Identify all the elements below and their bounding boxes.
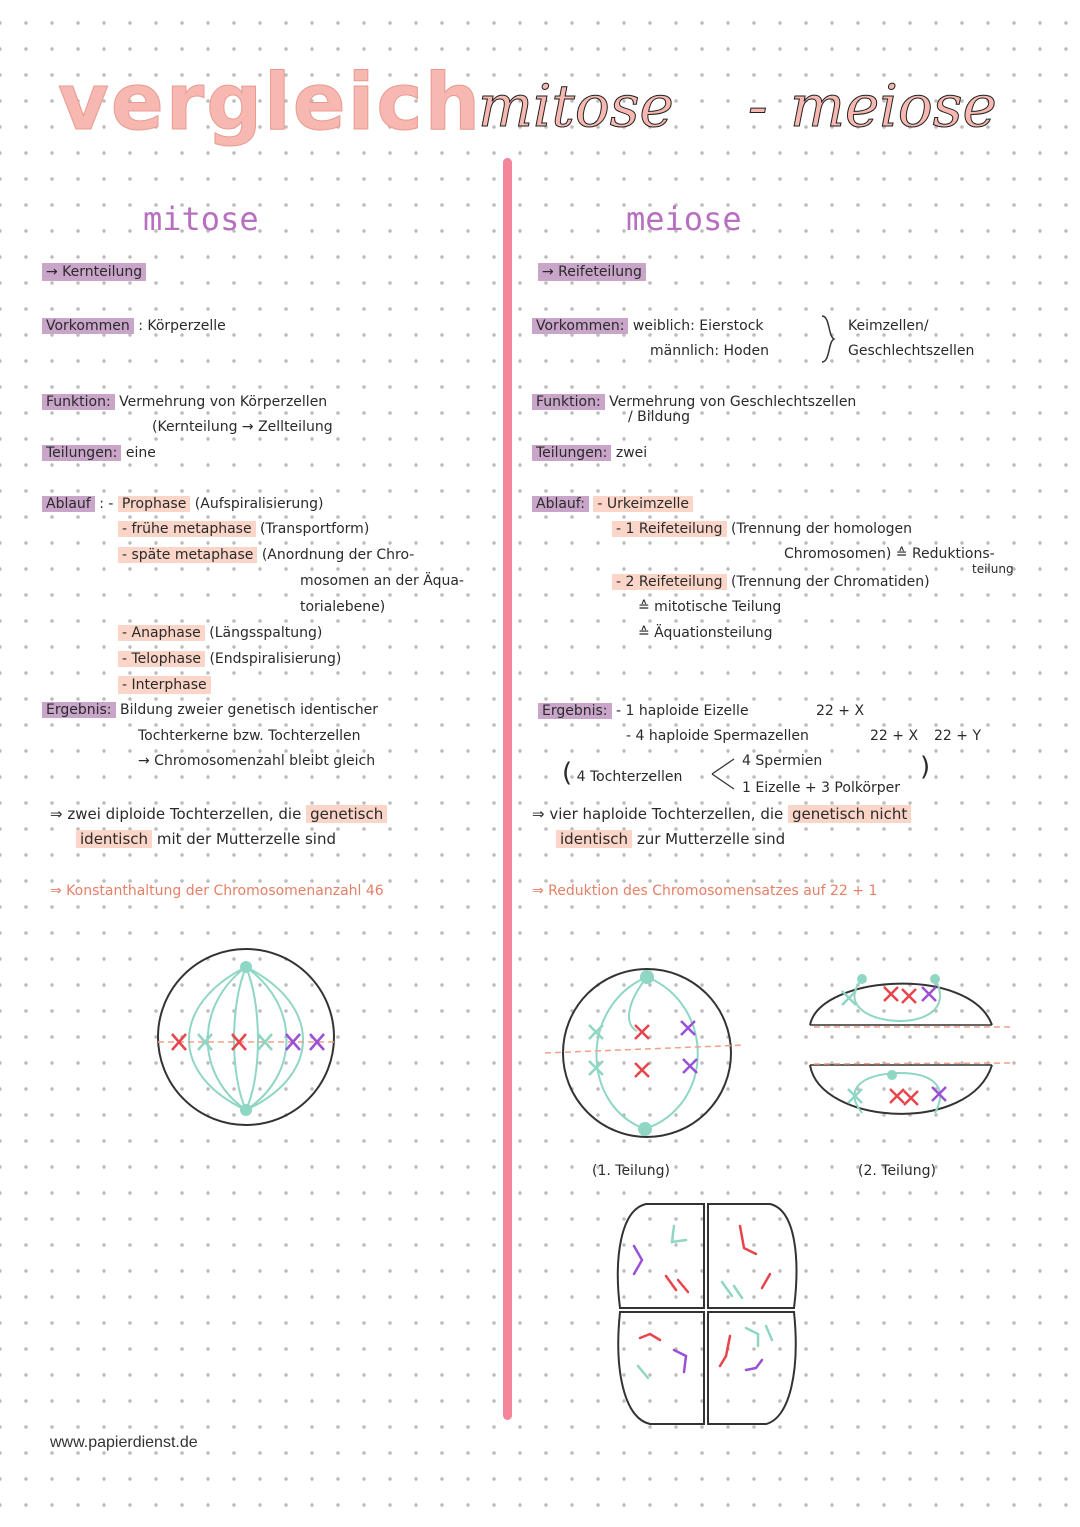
meiose-funktion bbox=[532, 393, 856, 411]
teilungen-label: Teilungen: bbox=[532, 445, 611, 461]
mitose-funktion bbox=[42, 393, 327, 411]
conclusion2a: identisch bbox=[76, 830, 152, 848]
tochterzellen bbox=[562, 758, 683, 788]
reife1-note3: teilung bbox=[972, 562, 1014, 576]
mitose-teilungen bbox=[42, 444, 156, 462]
center-divider bbox=[503, 158, 512, 1420]
keimzellen2: Geschlechtszellen bbox=[848, 343, 975, 359]
four-daughter-cells-diagram bbox=[610, 1200, 810, 1430]
keimzellen1: Keimzellen/ bbox=[848, 318, 929, 334]
ergebnis2-formula2: 22 + Y bbox=[934, 728, 981, 744]
mitose-tag: → Kernteilung bbox=[42, 263, 146, 281]
mitose-result: ⇒ Konstanthaltung der Chromosomenanzahl 46 bbox=[50, 883, 384, 899]
ergebnis-label: Ergebnis: bbox=[42, 702, 116, 718]
meiose-vorkommen bbox=[532, 317, 764, 335]
prophase: Prophase bbox=[118, 496, 190, 512]
funktion-value2: (Kernteilung → Zellteilung bbox=[152, 419, 333, 435]
eizelle-polk: 1 Eizelle + 3 Polkörper bbox=[742, 780, 901, 796]
reife2-label: - 2 Reifeteilung bbox=[612, 574, 727, 590]
meiose-conclusion-1 bbox=[532, 805, 911, 823]
telophase-note: (Endspiralisierung) bbox=[209, 651, 342, 667]
vorkommen-value: : Körperzelle bbox=[138, 318, 226, 334]
ergebnis-label: Ergebnis: bbox=[538, 703, 612, 719]
reife1 bbox=[612, 520, 912, 538]
meiose-division2-diagram bbox=[800, 965, 1020, 1135]
paren-close: ) bbox=[920, 752, 931, 782]
mitotisch: ≙ mitotische Teilung bbox=[638, 599, 782, 615]
fruehe-metaphase bbox=[118, 520, 369, 538]
prophase-note: (Aufspiralisierung) bbox=[194, 496, 324, 512]
teilungen-label: Teilungen: bbox=[42, 445, 121, 461]
brace-icon bbox=[818, 314, 838, 364]
ablauf-label: Ablauf bbox=[42, 496, 95, 512]
meiose-heading: meiose bbox=[626, 200, 742, 238]
urkeimzelle: - Urkeimzelle bbox=[593, 496, 693, 512]
tochterzellen-label: 4 Tochterzellen bbox=[576, 769, 683, 785]
footer-url[interactable]: www.papierdienst.de bbox=[50, 1434, 198, 1451]
reife1-label: - 1 Reifeteilung bbox=[612, 521, 727, 537]
conclusion1a: ⇒ vier haploide Tochterzellen, die bbox=[532, 805, 784, 823]
telophase-label: - Telophase bbox=[118, 651, 205, 667]
paren-open: ( bbox=[562, 758, 573, 788]
anaphase-note: (Längsspaltung) bbox=[209, 625, 323, 641]
caption-division2: (2. Teilung) bbox=[858, 1163, 936, 1179]
mitose-conclusion-1 bbox=[50, 805, 387, 823]
conclusion1b: genetisch bbox=[306, 805, 387, 823]
title-mitose: mitose bbox=[478, 72, 674, 140]
conclusion1a: ⇒ zwei diploide Tochterzellen, die bbox=[50, 805, 302, 823]
spermien: 4 Spermien bbox=[742, 753, 823, 769]
reife1-note2: Chromosomen) ≙ Reduktions- bbox=[784, 546, 995, 562]
meiose-division1-diagram bbox=[545, 965, 745, 1145]
teilungen-value: eine bbox=[125, 445, 156, 461]
mitose-ergebnis bbox=[42, 701, 378, 719]
split-arrow-icon bbox=[710, 753, 740, 795]
conclusion2b: zur Mutterzelle sind bbox=[636, 830, 786, 848]
mitose-ablauf bbox=[42, 495, 323, 513]
ablauf-sep: : - bbox=[99, 496, 114, 512]
meiose-conclusion-2 bbox=[556, 830, 785, 848]
title-meiose: meiose bbox=[790, 72, 997, 140]
title-dash: - bbox=[748, 72, 768, 140]
spaete-note3: torialebene) bbox=[300, 599, 386, 615]
ergebnis3: → Chromosomenzahl bleibt gleich bbox=[138, 753, 376, 769]
anaphase bbox=[118, 624, 322, 642]
interphase: - Interphase bbox=[118, 676, 211, 694]
meiose-tag: → Reifeteilung bbox=[538, 263, 646, 281]
conclusion1b: genetisch nicht bbox=[788, 805, 911, 823]
aequation: ≙ Äquationsteilung bbox=[638, 625, 773, 641]
telophase bbox=[118, 650, 341, 668]
mitose-cell-diagram bbox=[150, 945, 350, 1135]
meiose-result: ⇒ Reduktion des Chromosomensatzes auf 22 + 1 bbox=[532, 883, 878, 899]
funktion-value: Vermehrung von Geschlechtszellen bbox=[609, 394, 857, 410]
reife2-note: (Trennung der Chromatiden) bbox=[730, 574, 930, 590]
ablauf-label: Ablauf: bbox=[532, 496, 589, 512]
ergebnis1: Bildung zweier genetisch identischer bbox=[119, 702, 378, 718]
spaete-note1: (Anordnung der Chro- bbox=[261, 547, 415, 563]
vorkommen-label: Vorkommen: bbox=[532, 318, 628, 334]
spaete-metaphase bbox=[118, 546, 414, 564]
caption-division1: (1. Teilung) bbox=[592, 1163, 670, 1179]
ergebnis1-formula: 22 + X bbox=[816, 703, 865, 719]
spaete-note2: mosomen an der Äqua- bbox=[300, 573, 464, 589]
ergebnis2: Tochterkerne bzw. Tochterzellen bbox=[138, 728, 361, 744]
maennlich: männlich: Hoden bbox=[650, 343, 769, 359]
fruehe-label: - frühe metaphase bbox=[118, 521, 256, 537]
conclusion2a: identisch bbox=[556, 830, 632, 848]
weiblich: weiblich: Eierstock bbox=[632, 318, 764, 334]
reife1-note1: (Trennung der homologen bbox=[730, 521, 913, 537]
funktion-label: Funktion: bbox=[532, 394, 605, 410]
conclusion2b: mit der Mutterzelle sind bbox=[156, 830, 336, 848]
funktion-label: Funktion: bbox=[42, 394, 115, 410]
spaete-label: - späte metaphase bbox=[118, 547, 257, 563]
meiose-ergebnis bbox=[538, 702, 749, 720]
ergebnis2: - 4 haploide Spermazellen bbox=[626, 728, 809, 744]
vorkommen-label: Vorkommen bbox=[42, 318, 134, 334]
meiose-ablauf bbox=[532, 495, 693, 513]
teilungen-value: zwei bbox=[615, 445, 648, 461]
mitose-heading: mitose bbox=[143, 200, 259, 238]
funktion-value: Vermehrung von Körperzellen bbox=[119, 394, 328, 410]
ergebnis1: - 1 haploide Eizelle bbox=[615, 703, 749, 719]
funktion-value2: / Bildung bbox=[628, 409, 691, 425]
mitose-vorkommen bbox=[42, 317, 226, 335]
fruehe-note: (Transportform) bbox=[260, 521, 370, 537]
anaphase-label: - Anaphase bbox=[118, 625, 205, 641]
page-title: vergleich bbox=[58, 58, 483, 148]
mitose-conclusion-2 bbox=[76, 830, 336, 848]
reife2 bbox=[612, 573, 930, 591]
meiose-teilungen bbox=[532, 444, 647, 462]
ergebnis2-formula1: 22 + X bbox=[870, 728, 919, 744]
